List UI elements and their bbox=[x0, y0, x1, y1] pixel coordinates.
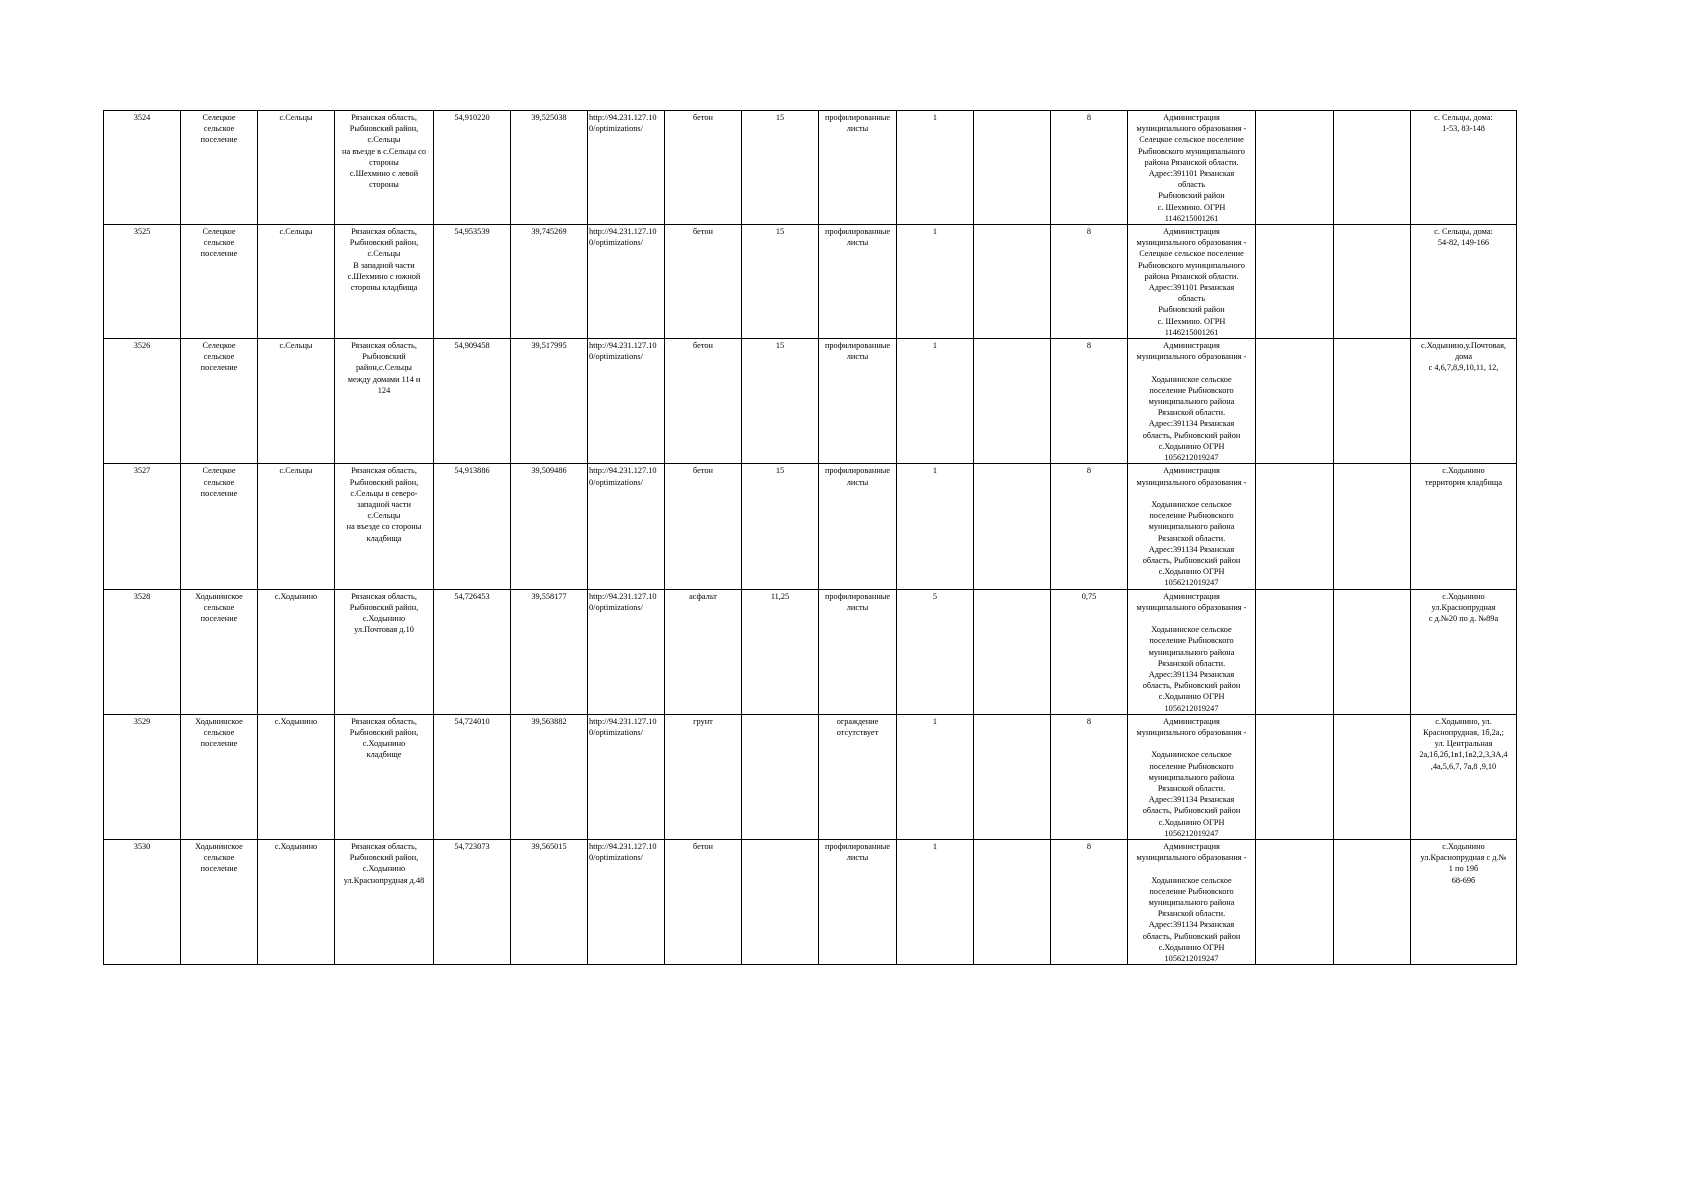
container-count-cell: 1 bbox=[897, 339, 974, 464]
settlement-cell: Селецкое сельское поселение bbox=[181, 111, 258, 225]
fence-cell: профилированные листы bbox=[819, 589, 897, 714]
source-link-cell: http://94.231.127.10 0/optimizations/ bbox=[588, 111, 665, 225]
empty-cell bbox=[1256, 339, 1334, 464]
table-row bbox=[104, 714, 1517, 839]
empty-cell bbox=[1334, 840, 1411, 965]
empty-cell bbox=[974, 589, 1051, 714]
latitude-cell: 54,726453 bbox=[434, 589, 511, 714]
container-count-cell: 5 bbox=[897, 589, 974, 714]
table-row bbox=[104, 840, 1517, 965]
address-cell: Рязанская область, Рыбновский район,с.Сельцы между домами 114 и 124 bbox=[335, 339, 434, 464]
address-cell: Рязанская область, Рыбновский район, с.Сельцы на въезде в с.Сельцы со стороны с.Шехмино с левой стороны bbox=[335, 111, 434, 225]
latitude-cell: 54,910220 bbox=[434, 111, 511, 225]
container-count-cell: 1 bbox=[897, 840, 974, 965]
fence-cell: профилированные листы bbox=[819, 464, 897, 589]
row-id: 3528 bbox=[104, 589, 181, 714]
fence-cell: ограждение отсутствует bbox=[819, 714, 897, 839]
surface-cell: бетон bbox=[665, 464, 742, 589]
empty-cell bbox=[1334, 714, 1411, 839]
registry-table bbox=[103, 110, 1517, 965]
surface-cell: бетон bbox=[665, 225, 742, 339]
address-cell: Рязанская область, Рыбновский район, с.Ходынино ул.Почтовая д.10 bbox=[335, 589, 434, 714]
locality-cell: с.Ходынино bbox=[258, 589, 335, 714]
area-cell: 15 bbox=[742, 464, 819, 589]
surface-cell: бетон bbox=[665, 339, 742, 464]
empty-cell bbox=[974, 714, 1051, 839]
container-volume-cell: 8 bbox=[1051, 339, 1128, 464]
empty-cell bbox=[974, 339, 1051, 464]
source-link-cell: http://94.231.127.10 0/optimizations/ bbox=[588, 714, 665, 839]
latitude-cell: 54,953539 bbox=[434, 225, 511, 339]
longitude-cell: 39,565015 bbox=[511, 840, 588, 965]
area-cell: 15 bbox=[742, 339, 819, 464]
area-cell bbox=[742, 840, 819, 965]
latitude-cell: 54,913886 bbox=[434, 464, 511, 589]
empty-cell bbox=[1256, 225, 1334, 339]
locality-cell: с.Сельцы bbox=[258, 464, 335, 589]
empty-cell bbox=[974, 464, 1051, 589]
area-cell bbox=[742, 714, 819, 839]
owner-cell: Администрация муниципального образования - Ходынинское сельское поселение Рыбновского муниципального района Рязанской области. Адрес:391134 Рязанская область, Рыбновский район с.Ходынино ОГРН 1056212019247 bbox=[1128, 339, 1256, 464]
container-volume-cell: 8 bbox=[1051, 111, 1128, 225]
empty-cell bbox=[974, 111, 1051, 225]
row-id: 3529 bbox=[104, 714, 181, 839]
table-row bbox=[104, 111, 1517, 225]
area-cell: 15 bbox=[742, 111, 819, 225]
longitude-cell: 39,563882 bbox=[511, 714, 588, 839]
surface-cell: бетон bbox=[665, 111, 742, 225]
latitude-cell: 54,909458 bbox=[434, 339, 511, 464]
latitude-cell: 54,724010 bbox=[434, 714, 511, 839]
fence-cell: профилированные листы bbox=[819, 225, 897, 339]
surface-cell: грунт bbox=[665, 714, 742, 839]
settlement-cell: Ходынинское сельское поселение bbox=[181, 589, 258, 714]
locality-cell: с.Сельцы bbox=[258, 225, 335, 339]
row-id: 3527 bbox=[104, 464, 181, 589]
empty-cell bbox=[1334, 589, 1411, 714]
settlement-cell: Ходынинское сельское поселение bbox=[181, 840, 258, 965]
container-volume-cell: 8 bbox=[1051, 464, 1128, 589]
owner-cell: Администрация муниципального образования - Ходынинское сельское поселение Рыбновского муниципального района Рязанской области. Адрес:391134 Рязанская область, Рыбновский район с.Ходынино ОГРН 1056212019247 bbox=[1128, 714, 1256, 839]
container-volume-cell: 8 bbox=[1051, 714, 1128, 839]
surface-cell: асфальт bbox=[665, 589, 742, 714]
container-count-cell: 1 bbox=[897, 464, 974, 589]
source-link-cell: http://94.231.127.10 0/optimizations/ bbox=[588, 840, 665, 965]
longitude-cell: 39,558177 bbox=[511, 589, 588, 714]
table-row bbox=[104, 464, 1517, 589]
served-addresses-cell: с. Сельцы, дома: 54-82, 149-166 bbox=[1411, 225, 1517, 339]
source-link-cell: http://94.231.127.10 0/optimizations/ bbox=[588, 589, 665, 714]
container-volume-cell: 0,75 bbox=[1051, 589, 1128, 714]
table-body bbox=[104, 111, 1517, 965]
source-link-cell: http://94.231.127.10 0/optimizations/ bbox=[588, 464, 665, 589]
locality-cell: с.Ходынино bbox=[258, 840, 335, 965]
address-cell: Рязанская область, Рыбновский район, с.Сельцы В западной части с.Шехмино с южной стороны кладбища bbox=[335, 225, 434, 339]
served-addresses-cell: с. Сельцы, дома: 1-53, 83-148 bbox=[1411, 111, 1517, 225]
owner-cell: Администрация муниципального образования - Ходынинское сельское поселение Рыбновского муниципального района Рязанской области. Адрес:391134 Рязанская область, Рыбновский район с.Ходынино ОГРН 1056212019247 bbox=[1128, 589, 1256, 714]
address-cell: Рязанская область, Рыбновский район, с.Ходынино ул.Краснопрудная д.48 bbox=[335, 840, 434, 965]
table-row bbox=[104, 589, 1517, 714]
fence-cell: профилированные листы bbox=[819, 840, 897, 965]
locality-cell: с.Ходынино bbox=[258, 714, 335, 839]
surface-cell: бетон bbox=[665, 840, 742, 965]
served-addresses-cell: с.Ходынино,у.Почтовая, дома с 4,6,7,8,9,10,11, 12, bbox=[1411, 339, 1517, 464]
empty-cell bbox=[974, 225, 1051, 339]
empty-cell bbox=[1256, 589, 1334, 714]
settlement-cell: Селецкое сельское поселение bbox=[181, 464, 258, 589]
empty-cell bbox=[1256, 840, 1334, 965]
container-volume-cell: 8 bbox=[1051, 840, 1128, 965]
served-addresses-cell: с.Ходынино территория кладбища bbox=[1411, 464, 1517, 589]
container-volume-cell: 8 bbox=[1051, 225, 1128, 339]
owner-cell: Администрация муниципального образования - Селецкое сельское поселение Рыбновского муниципального района Рязанской области. Адрес:391101 Рязанская область Рыбновский район с. Шехмино. ОГРН 1146215001261 bbox=[1128, 111, 1256, 225]
served-addresses-cell: с.Ходынино ул.Краснопрудная с д.№20 по д. №89а bbox=[1411, 589, 1517, 714]
row-id: 3524 bbox=[104, 111, 181, 225]
locality-cell: с.Сельцы bbox=[258, 339, 335, 464]
locality-cell: с.Сельцы bbox=[258, 111, 335, 225]
owner-cell: Администрация муниципального образования - Селецкое сельское поселение Рыбновского муниципального района Рязанской области. Адрес:391101 Рязанская область Рыбновский район с. Шехмино. ОГРН 1146215001261 bbox=[1128, 225, 1256, 339]
owner-cell: Администрация муниципального образования - Ходынинское сельское поселение Рыбновского муниципального района Рязанской области. Адрес:391134 Рязанская область, Рыбновский район с.Ходынино ОГРН 1056212019247 bbox=[1128, 840, 1256, 965]
fence-cell: профилированные листы bbox=[819, 111, 897, 225]
empty-cell bbox=[1256, 464, 1334, 589]
address-cell: Рязанская область, Рыбновский район, с.Ходынино кладбище bbox=[335, 714, 434, 839]
settlement-cell: Селецкое сельское поселение bbox=[181, 339, 258, 464]
owner-cell: Администрация муниципального образования - Ходынинское сельское поселение Рыбновского муниципального района Рязанской области. Адрес:391134 Рязанская область, Рыбновский район с.Ходынино ОГРН 1056212019247 bbox=[1128, 464, 1256, 589]
table-row bbox=[104, 339, 1517, 464]
longitude-cell: 39,745269 bbox=[511, 225, 588, 339]
source-link-cell: http://94.231.127.10 0/optimizations/ bbox=[588, 225, 665, 339]
empty-cell bbox=[974, 840, 1051, 965]
table-row bbox=[104, 225, 1517, 339]
empty-cell bbox=[1334, 111, 1411, 225]
served-addresses-cell: с.Ходынино, ул. Краснопрудная, 1б,2а,; ул. Центральная 2а,1б,2б,1в1,1в2,2,3,3А,4 ,4а,5,6,7, 7а,8 ,9,10 bbox=[1411, 714, 1517, 839]
row-id: 3526 bbox=[104, 339, 181, 464]
empty-cell bbox=[1334, 464, 1411, 589]
empty-cell bbox=[1334, 339, 1411, 464]
served-addresses-cell: с.Ходынино ул.Краснопрудная с д.№ 1 по 19б 68-69б bbox=[1411, 840, 1517, 965]
row-id: 3530 bbox=[104, 840, 181, 965]
longitude-cell: 39,509486 bbox=[511, 464, 588, 589]
latitude-cell: 54,723073 bbox=[434, 840, 511, 965]
area-cell: 15 bbox=[742, 225, 819, 339]
fence-cell: профилированные листы bbox=[819, 339, 897, 464]
container-count-cell: 1 bbox=[897, 714, 974, 839]
row-id: 3525 bbox=[104, 225, 181, 339]
container-count-cell: 1 bbox=[897, 111, 974, 225]
longitude-cell: 39,517995 bbox=[511, 339, 588, 464]
area-cell: 11,25 bbox=[742, 589, 819, 714]
settlement-cell: Ходынинское сельское поселение bbox=[181, 714, 258, 839]
empty-cell bbox=[1334, 225, 1411, 339]
empty-cell bbox=[1256, 714, 1334, 839]
longitude-cell: 39,525038 bbox=[511, 111, 588, 225]
source-link-cell: http://94.231.127.10 0/optimizations/ bbox=[588, 339, 665, 464]
address-cell: Рязанская область, Рыбновский район, с.Сельцы в северо- западной части с.Сельцы на въезде со стороны кладбища bbox=[335, 464, 434, 589]
settlement-cell: Селецкое сельское поселение bbox=[181, 225, 258, 339]
empty-cell bbox=[1256, 111, 1334, 225]
container-count-cell: 1 bbox=[897, 225, 974, 339]
